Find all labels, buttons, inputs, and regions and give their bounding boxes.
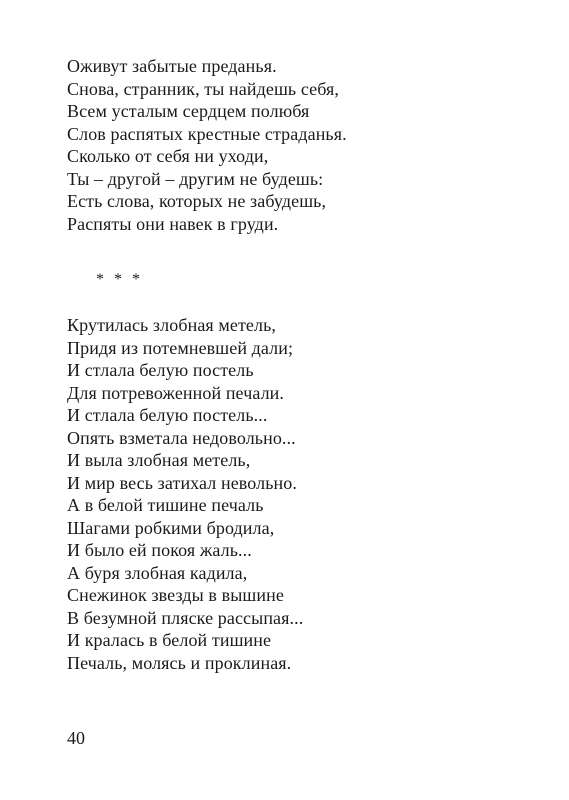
poem-line: Слов распятых крестные страданья. <box>67 123 347 144</box>
poem-line: А буря злобная кадила, <box>67 562 248 583</box>
poem-line: Шагами робкими бродила, <box>67 517 275 538</box>
poem-line: И стлала белую постель <box>67 360 254 380</box>
poem-line: Придя из потемневшей дали; <box>67 337 294 358</box>
poem-stanza-2 <box>67 314 303 674</box>
poem-line: И кралась в белой тишине <box>67 630 272 650</box>
poem-line: Опять взметала недовольно... <box>67 427 296 448</box>
poem-line: Оживут забытые преданья. <box>67 56 277 76</box>
poem-line: Есть слова, которых не забудешь, <box>67 191 327 211</box>
poem-line: Всем усталым сердцем полюбя <box>67 101 310 121</box>
poem-line: В безумной пляске рассыпая... <box>67 607 304 628</box>
poem-line: И выла злобная метель, <box>67 450 251 470</box>
page-number: 40 <box>67 728 85 748</box>
poem-line: И мир весь затихал невольно. <box>67 472 297 493</box>
poem-line: Для потревоженной печали. <box>67 382 285 403</box>
poem-line: И было ей покоя жаль... <box>67 540 252 560</box>
poem-stanza-1 <box>67 55 347 235</box>
poem-line: Ты – другой – другим не будешь: <box>67 168 324 189</box>
poem-line: Печаль, молясь и проклиная. <box>67 652 292 673</box>
poem-line: Крутилась злобная метель, <box>67 315 277 335</box>
poem-line: Сколько от себя ни уходи, <box>67 146 269 166</box>
poem-line: Распяты они навек в груди. <box>67 213 279 234</box>
section-separator: * * * <box>96 271 143 288</box>
poem-line: Снежинок звезды в вышине <box>67 585 284 605</box>
poem-line: И стлала белую постель... <box>67 405 268 425</box>
poem-line: Снова, странник, ты найдешь себя, <box>67 78 340 99</box>
poem-line: А в белой тишине печаль <box>67 495 264 515</box>
